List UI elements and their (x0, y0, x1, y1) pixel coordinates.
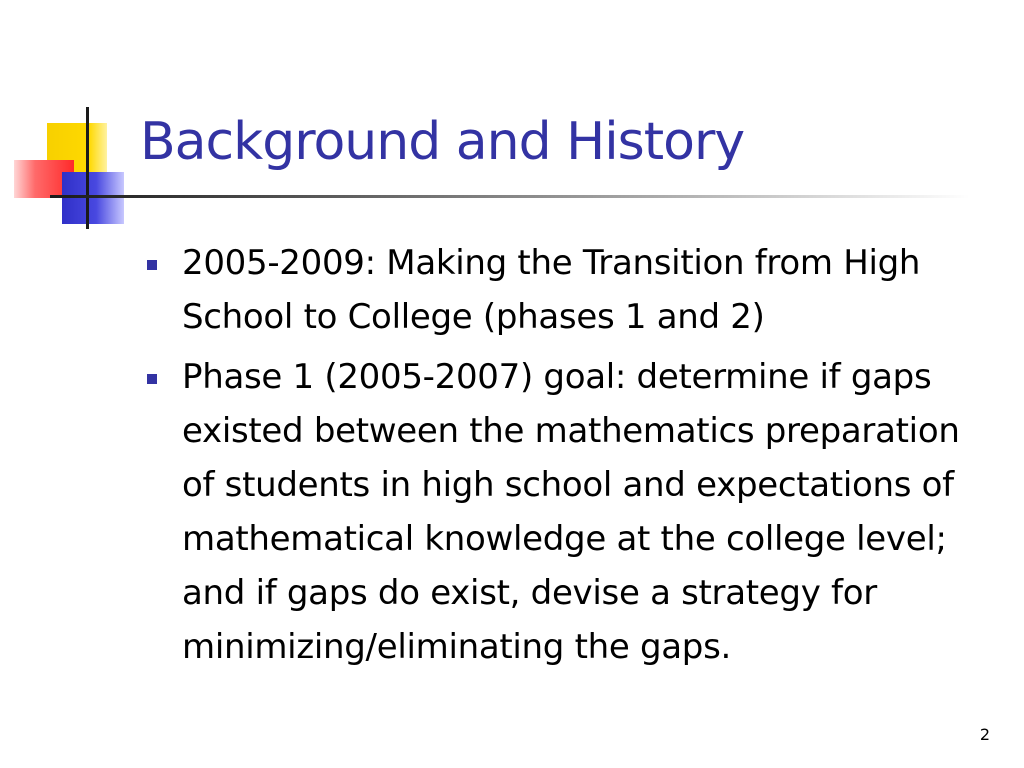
bullet-text: Phase 1 (2005-2007) goal: determine if gaps existed between the mathematics preparation of students in high school and expectations of mathematical knowledge at the college level; and if gaps do exist, devise a strategy for minimizing/eliminating the gaps. (182, 357, 960, 667)
bullet-text: 2005-2009: Making the Transition from High School to College (phases 1 and 2) (182, 243, 921, 337)
vertical-rule-decoration (86, 107, 89, 229)
page-number: 2 (979, 725, 990, 744)
bullet-list (140, 236, 1000, 680)
square-bullet-icon (147, 260, 157, 270)
blue-square-decoration (62, 172, 124, 224)
bullet-item (140, 350, 1000, 674)
title-underline-rule (50, 195, 970, 198)
slide-title: Background and History (140, 112, 745, 172)
square-bullet-icon (147, 374, 157, 384)
bullet-item (140, 236, 1000, 344)
